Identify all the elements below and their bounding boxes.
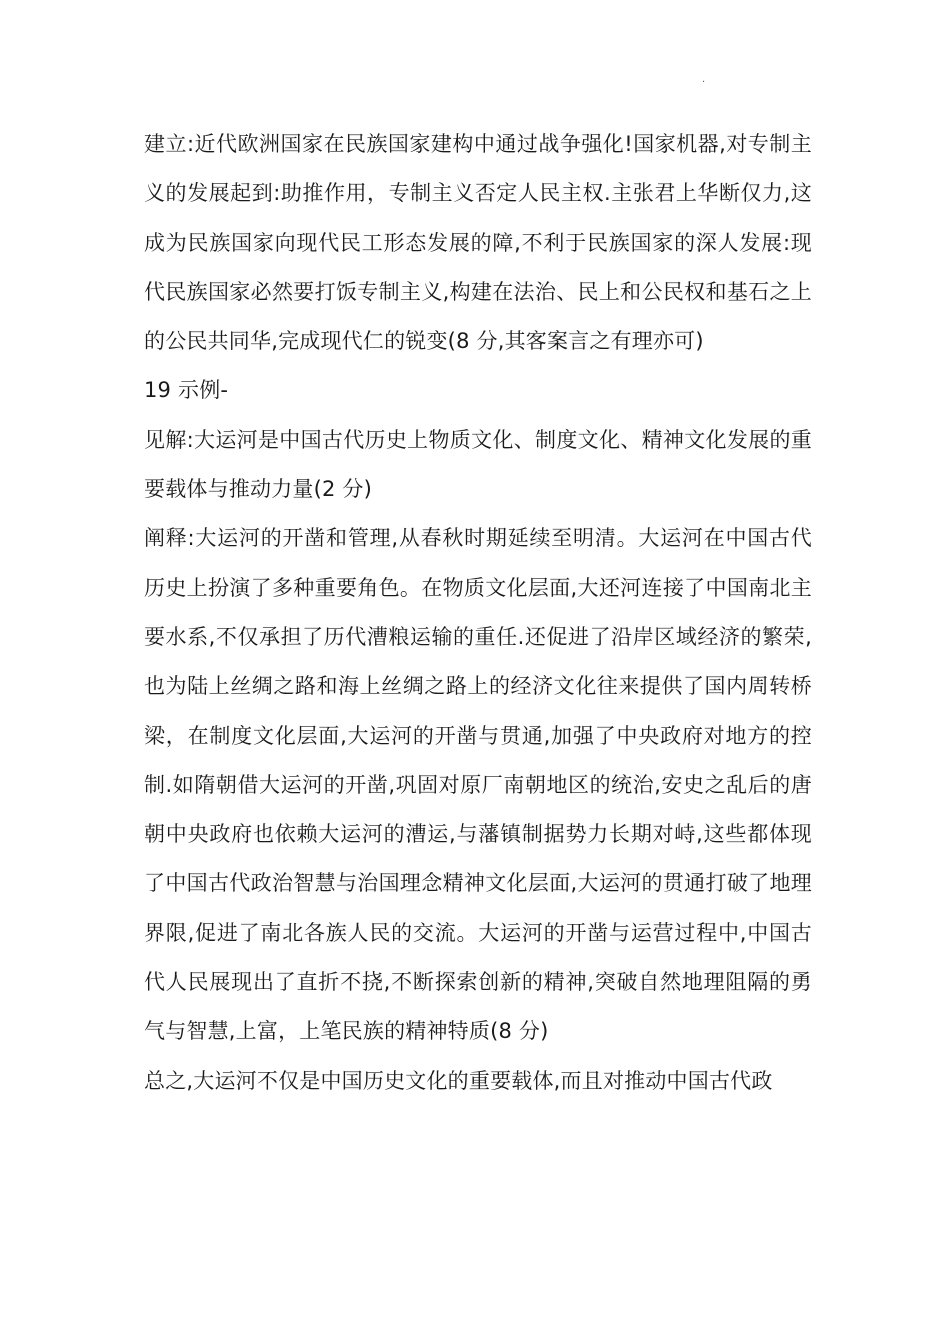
- paragraph-conclusion-part: 建立:近代欧洲国家在民族国家建构中通过战争强化!国家机器,对专制主义的发展起到:助推作用，专制主义否定人民主权.主张君上华断仅力,这成为民族国家向现代民工形态发展的障,不利于民族国家的深人发展:现代民族国家必然要打饭专制主义,构建在法治、民上和公民权和基石之上的公民共同华,完成现代仁的锐变(8 分,其客案言之有理亦可): [144, 132, 812, 354]
- page-mark: .: [702, 74, 706, 85]
- paragraph-summary: 总之,大运河不仅是中国历史文化的重要载体,而且对推动中国古代政: [144, 1068, 773, 1093]
- paragraph-viewpoint: 见解:大运河是中国古代历史上物质文化、制度文化、精神文化发展的重要载体与推动力量(2 分): [144, 427, 812, 502]
- paragraph-explanation: 阐释:大运河的开凿和管理,从春秋时期延续至明清。大运河在中国古代历史上扮演了多种重要角色。在物质文化层面,大还河连接了中国南北主要水系,不仅承担了历代漕粮运输的重任.还促进了沿岸区域经济的繁荣,也为陆上丝绸之路和海上丝绸之路上的经济文化往来提供了国内周转桥梁，在制度文化层面,大运河的开凿与贯通,加强了中央政府对地方的控制.如隋朝借大运河的开凿,巩固对原厂南朝地区的统治,安史之乱后的唐朝中央政府也依赖大运河的漕运,与藩镇制据势力长期对峙,这些都体现了中国古代政治智慧与治国理念精神文化层面,大运河的贯通打破了地理界限,促进了南北各族人民的交流。大运河的开凿与运营过程中,中国古代人民展现出了直折不挠,不断探索创新的精神,突破自然地理阻隔的勇气与智慧,上富，上笔民族的精神特质(8 分): [144, 526, 812, 1044]
- question-number: 19 示例-: [144, 378, 229, 403]
- document-body: [144, 120, 812, 1106]
